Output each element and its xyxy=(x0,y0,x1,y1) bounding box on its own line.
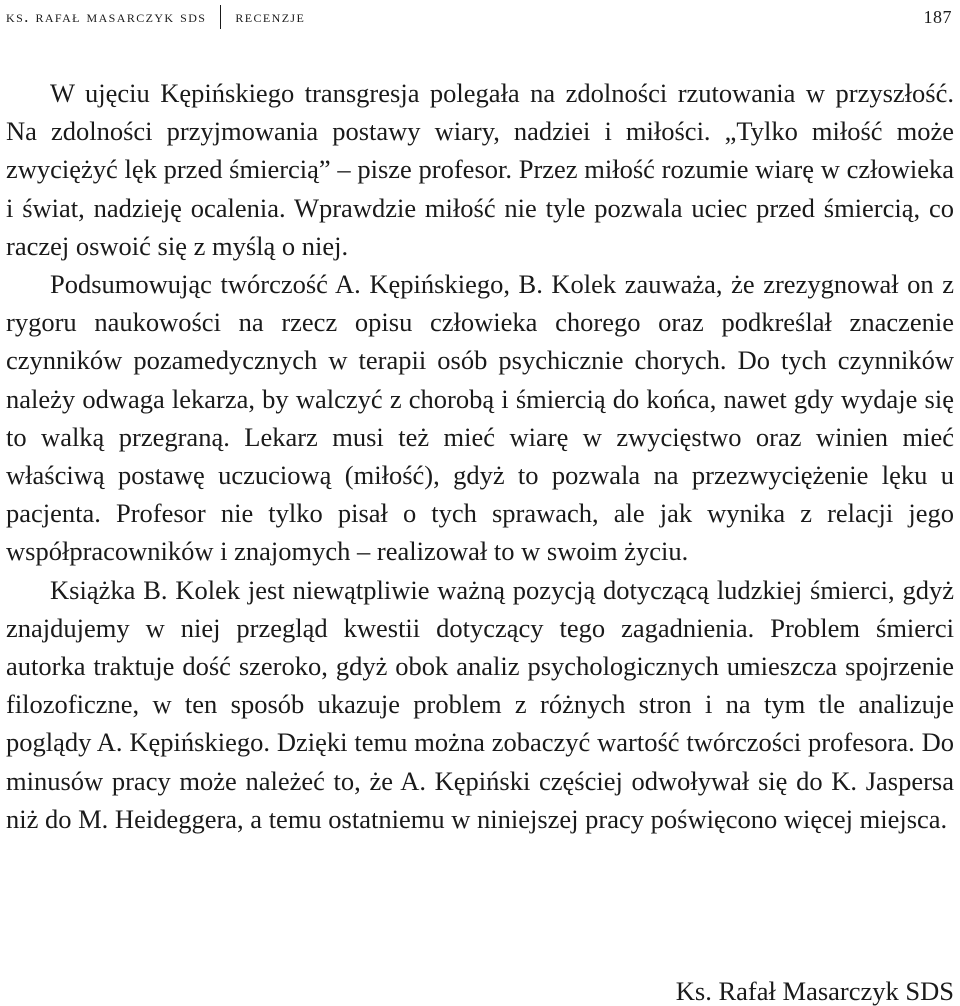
running-header xyxy=(6,4,952,30)
review-body xyxy=(6,74,954,838)
paragraph: Książka B. Kolek jest niewątpliwie ważną pozycją dotyczącą ludzkiej śmierci, gdyż znajdujemy w niej przegląd kwestii dotyczący tego zagadnienia. Problem śmierci autorka traktuje dość szeroko, gdyż obok analiz psychologicznych umieszcza spojrzenie filozoficzne, w ten sposób ukazuje problem z różnych stron i na tym tle analizuje poglądy A. Kępińskiego. Dzięki temu można zobaczyć wartość twórczości profesora. Do minusów pracy może należeć to, że A. Kępiński częściej odwoływał się do K. Jaspersa niż do M. Heideggera, a temu ostatniemu w niniejszej pracy poświęcono więcej miejsca. xyxy=(6,574,954,834)
header-section-title: recenzje xyxy=(235,7,306,26)
paragraph: W ujęciu Kępińskiego transgresja polegała na zdolności rzutowania w przyszłość. Na zdolności przyjmowania postawy wiary, nadziei i miłości. „Tylko miłość może zwyciężyć lęk przed śmiercią” – pisze profesor. Przez miłość rozumie wiarę w człowieka i świat, nadzieję ocalenia. Wprawdzie miłość nie tyle pozwala uciec przed śmiercią, co raczej oswoić się z myślą o niej. xyxy=(6,78,954,261)
header-author: ks. rafał masarczyk sds xyxy=(6,7,207,26)
page-number: 187 xyxy=(923,6,952,27)
header-separator xyxy=(220,5,221,29)
author-signature: Ks. Rafał Masarczyk SDS xyxy=(675,976,954,1006)
paragraph: Podsumowując twórczość A. Kępińskiego, B. Kolek zauważa, że zrezygnował on z rygoru naukowości na rzecz opisu człowieka chorego oraz podkreślał znaczenie czynników pozamedycznych w terapii osób psychicznie chorych. Do tych czynników należy odwaga lekarza, by walczyć z chorobą i śmiercią do końca, nawet gdy wydaje się to walką przegraną. Lekarz musi też mieć wiarę w zwycięstwo oraz winien mieć właściwą postawę uczuciową (miłość), gdyż to pozwala na przezwyciężenie lęku u pacjenta. Profesor nie tylko pisał o tych sprawach, ale jak wynika z relacji jego współpracowników i znajomych – realizował to w swoim życiu. xyxy=(6,269,954,567)
